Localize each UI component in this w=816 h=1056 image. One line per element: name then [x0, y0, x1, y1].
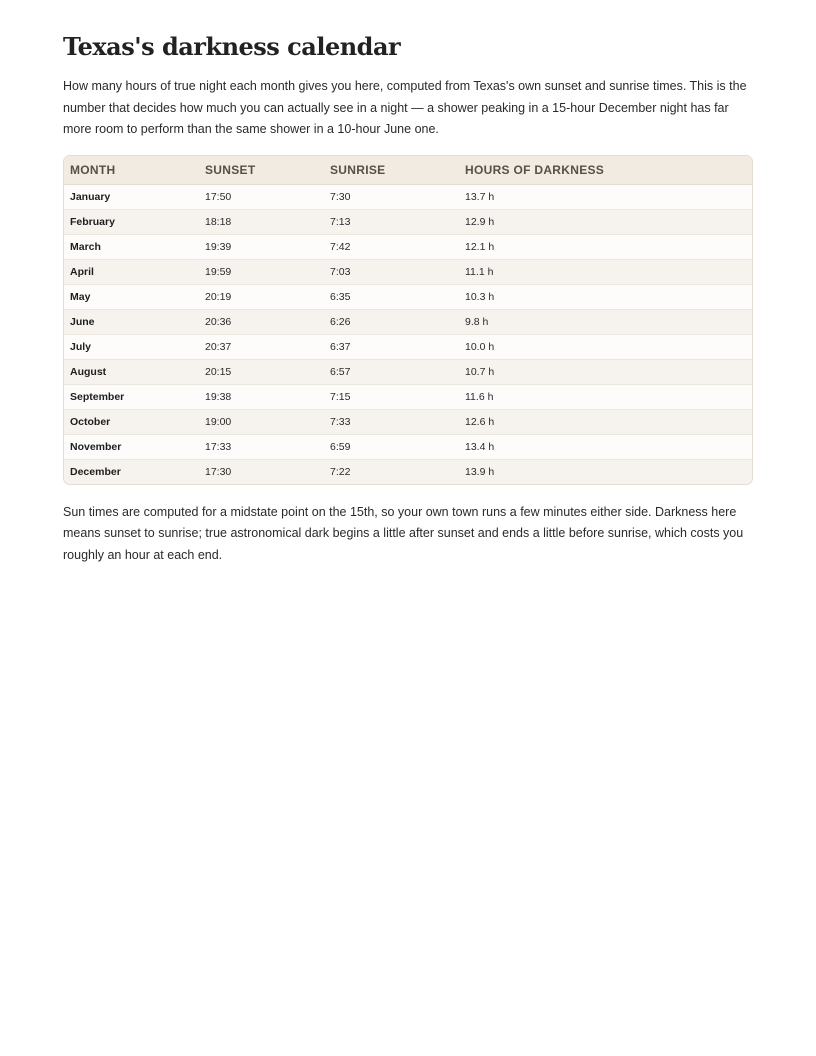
header-sunset: SUNSET — [199, 156, 324, 185]
sunset-cell: 18:18 — [199, 209, 324, 234]
table-row — [64, 259, 752, 284]
footnote-paragraph: Sun times are computed for a midstate point on the 15th, so your own town runs a few minutes either side. Darkness here means sunset to sunrise; true astronomical dark begins a little after sunset and ends a little before sunrise, which costs you roughly an hour at each end. — [63, 504, 744, 562]
hours-cell: 11.1 h — [459, 259, 752, 284]
sunrise-cell: 7:22 — [324, 459, 459, 484]
month-cell: December — [64, 459, 199, 484]
month-cell: October — [64, 409, 199, 434]
sunrise-cell: 7:33 — [324, 409, 459, 434]
month-cell: June — [64, 309, 199, 334]
table-row — [64, 459, 752, 484]
hours-cell: 10.7 h — [459, 359, 752, 384]
table-row — [64, 234, 752, 259]
month-cell: February — [64, 209, 199, 234]
sunrise-cell: 7:30 — [324, 184, 459, 209]
sunset-cell: 19:59 — [199, 259, 324, 284]
table-row — [64, 284, 752, 309]
sunset-cell: 20:37 — [199, 334, 324, 359]
table-row — [64, 359, 752, 384]
month-cell: April — [64, 259, 199, 284]
hours-cell: 13.4 h — [459, 434, 752, 459]
table-row — [64, 309, 752, 334]
month-cell: March — [64, 234, 199, 259]
hours-cell: 12.9 h — [459, 209, 752, 234]
darkness-table — [64, 156, 752, 484]
sunset-cell: 20:36 — [199, 309, 324, 334]
table-row — [64, 334, 752, 359]
table-header-row — [64, 156, 752, 185]
sunrise-cell: 7:03 — [324, 259, 459, 284]
header-hours-of-darkness: HOURS OF DARKNESS — [459, 156, 752, 185]
sunset-cell: 20:19 — [199, 284, 324, 309]
hours-cell: 12.1 h — [459, 234, 752, 259]
table-row — [64, 209, 752, 234]
sunrise-cell: 7:42 — [324, 234, 459, 259]
hours-cell: 10.0 h — [459, 334, 752, 359]
intro-paragraph: How many hours of true night each month gives you here, computed from Texas's own sunset and sunrise times. This is the number that decides how much you can actually see in a night — a shower peaking in a 15-hour December night has far more room to perform than the same shower in a 10-hour June one. — [63, 79, 747, 136]
month-cell: May — [64, 284, 199, 309]
table-row — [64, 184, 752, 209]
sunrise-cell: 7:15 — [324, 384, 459, 409]
hours-cell: 10.3 h — [459, 284, 752, 309]
header-sunrise: SUNRISE — [324, 156, 459, 185]
table-row — [64, 434, 752, 459]
month-cell: January — [64, 184, 199, 209]
month-cell: September — [64, 384, 199, 409]
sunset-cell: 17:50 — [199, 184, 324, 209]
hours-cell: 13.7 h — [459, 184, 752, 209]
hours-cell: 9.8 h — [459, 309, 752, 334]
table-row — [64, 409, 752, 434]
sunset-cell: 17:30 — [199, 459, 324, 484]
sunset-cell: 19:38 — [199, 384, 324, 409]
sunrise-cell: 6:35 — [324, 284, 459, 309]
table-body — [64, 184, 752, 484]
table-row — [64, 384, 752, 409]
sunset-cell: 17:33 — [199, 434, 324, 459]
sunset-cell: 20:15 — [199, 359, 324, 384]
month-cell: November — [64, 434, 199, 459]
month-cell: July — [64, 334, 199, 359]
sunset-cell: 19:39 — [199, 234, 324, 259]
sunrise-cell: 6:37 — [324, 334, 459, 359]
darkness-table-container — [63, 155, 753, 485]
sunrise-cell: 6:26 — [324, 309, 459, 334]
sunrise-cell: 6:59 — [324, 434, 459, 459]
sunrise-cell: 7:13 — [324, 209, 459, 234]
hours-cell: 12.6 h — [459, 409, 752, 434]
header-month: MONTH — [64, 156, 199, 185]
sunrise-cell: 6:57 — [324, 359, 459, 384]
page-title: Texas's darkness calendar — [63, 32, 401, 61]
hours-cell: 13.9 h — [459, 459, 752, 484]
hours-cell: 11.6 h — [459, 384, 752, 409]
sunset-cell: 19:00 — [199, 409, 324, 434]
month-cell: August — [64, 359, 199, 384]
